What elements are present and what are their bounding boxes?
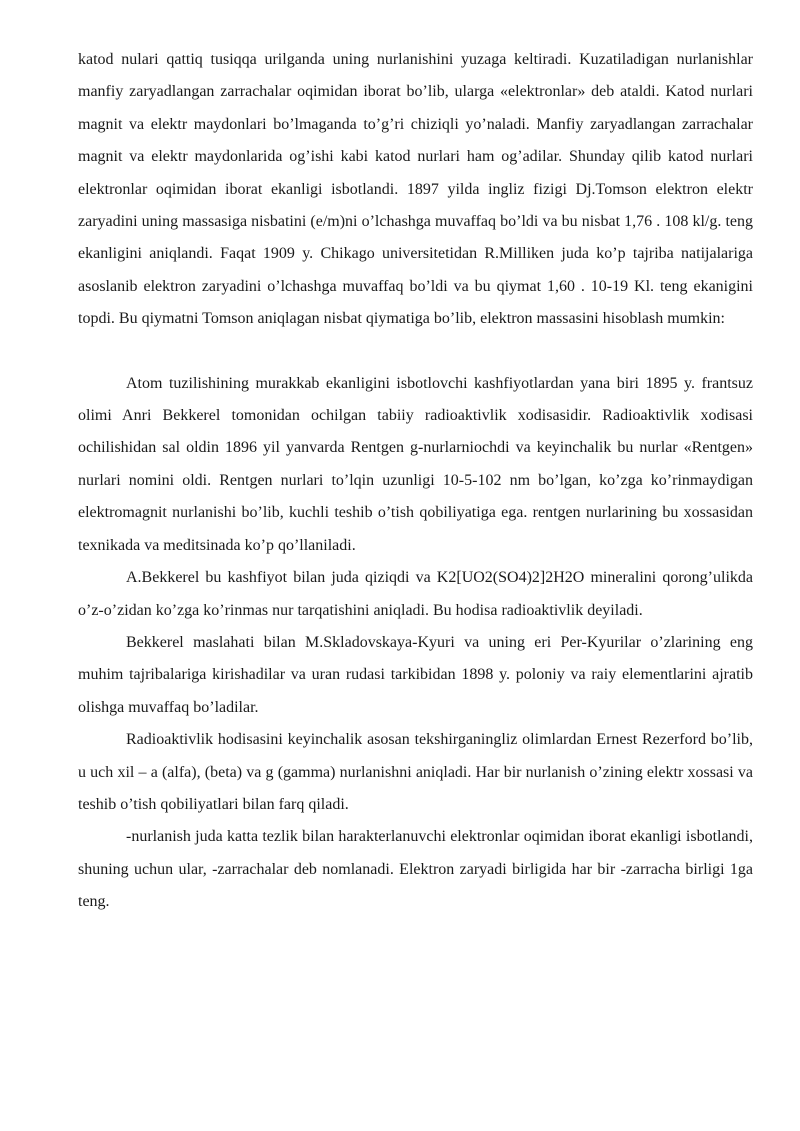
- paragraph-gap: [78, 336, 753, 368]
- paragraph-bekkerel-mineral: A.Bekkerel bu kashfiyot bilan juda qiziqdi va K2[UO2(SO4)2]2H2O mineralini qorong’ulikda o’z-o’zidan ko’zga ko’rinmas nur tarqatishini aniqladi. Bu hodisa radioaktivlik deyiladi.: [78, 569, 753, 619]
- paragraph-beta-radiation: -nurlanish juda katta tezlik bilan harakterlanuvchi elektronlar oqimidan iborat ekanligi isbotlandi, shuning uchun ular, -zarrachalar deb nomlanadi. Elektron zaryadi birligida har bir -zarracha birligi 1ga teng.: [78, 828, 753, 911]
- paragraph-radioactivity-discovery: Atom tuzilishining murakkab ekanligini isbotlovchi kashfiyotlardan yana biri 1895 y. frantsuz olimi Anri Bekkerel tomonidan ochilgan tabiiy radioaktivlik xodisasidir. Radioaktivlik xodisasi ochilishidan sal oldin 1896 yil yanvarda Rentgen g-nurlarniochdi va keyinchalik bu nurlar «Rentgen» nurlari nomini oldi. Rentgen nurlari to’lqin uzunligi 10-5-102 nm bo’lgan, ko’zga ko’rinmaydigan elektromagnit nurlanishi bo’lib, kuchli teshib o’tish qobiliyatiga ega. rentgen nurlarining bu xossasidan texnikada va meditsinada ko’p qo’llaniladi.: [78, 374, 753, 554]
- paragraph-rutherford: Radioaktivlik hodisasini keyinchalik asosan tekshirganingliz olimlardan Ernest Rezerford bo’lib, u uch xil – a (alfa), (beta) va g (gamma) nurlanishni aniqladi. Har bir nurlanish o’zining elektr xossasi va teshib o’tish qobiliyatlari bilan farq qiladi.: [78, 731, 753, 813]
- paragraph-curie: Bekkerel maslahati bilan M.Skladovskaya-Kyuri va uning eri Per-Kyurilar o’zlarining eng muhim tajribalariga kirishadilar va uran rudasi tarkibidan 1898 y. poloniy va raiy elementlarini ajratib olishga muvaffaq bo’ladilar.: [78, 633, 753, 716]
- paragraph-cathode-rays: katod nulari qattiq tusiqqa urilganda uning nurlanishini yuzaga keltiradi. Kuzatiladigan nurlanishlar manfiy zaryadlangan zarrachalar oqimidan iborat bo’lib, ularga «elektronlar» deb ataldi. Katod nurlari magnit va elektr maydonlari bo’lmaganda to’g’ri chiziqli yo’naladi. Manfiy zaryadlangan zarrachalar magnit va elektr maydonlarida og’ishi kabi katod nurlari ham og’adilar. Shunday qilib katod nurlari elektronlar oqimidan iborat ekanligi isbotlandi. 1897 yilda ingliz fizigi Dj.Tomson elektron elektr zaryadini uning massasiga nisbatini (e/m)ni o’lchashga muvaffaq bo’ldi va bu nisbat 1,76 . 108 kl/g. teng ekanligini aniqlandi. Faqat 1909 y. Chikago universitetidan R.Milliken juda ko’p tajriba natijalariga asoslanib elektron zaryadini o’lchashga muvaffaq bo’ldi va bu qiymat 1,60 . 10-19 Kl. teng ekanigini topdi. Bu qiymatni Tomson aniqlagan nisbat qiymatiga bo’lib, elektron massasini hisoblash mumkin:: [78, 51, 753, 328]
- document-page: [78, 44, 753, 919]
